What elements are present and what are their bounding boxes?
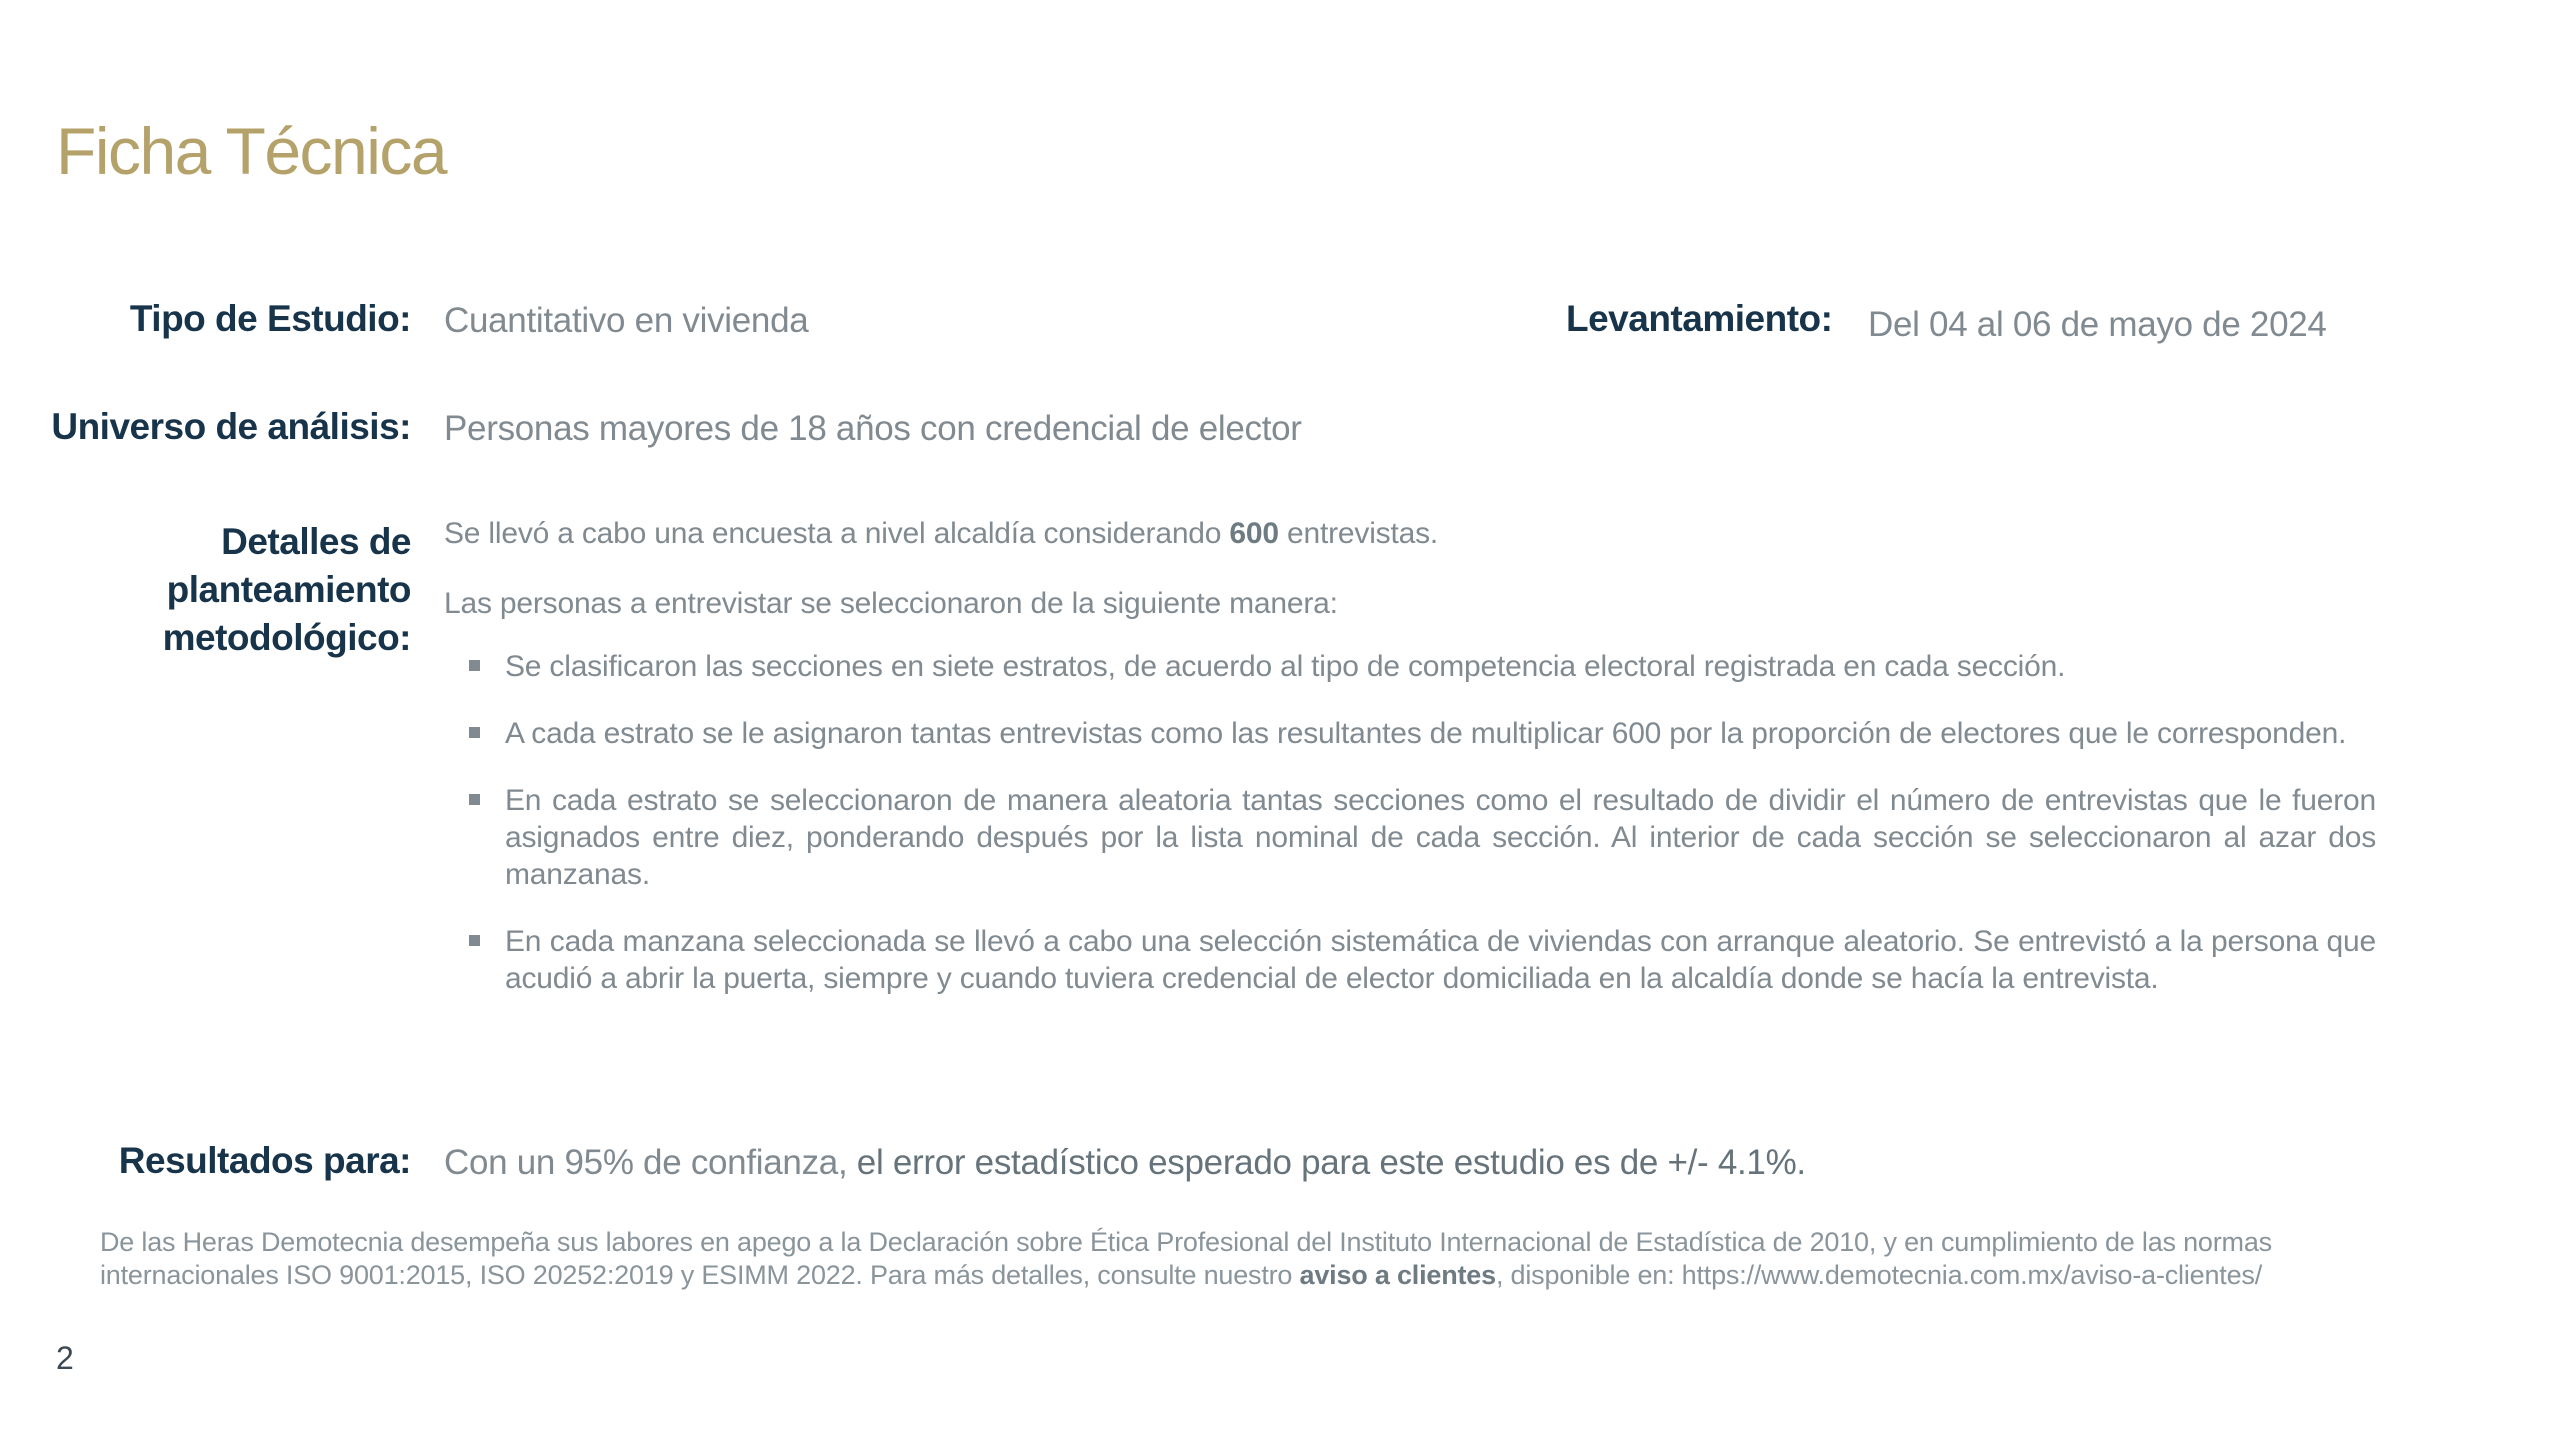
resultados-error-margin: el error estadístico esperado para este estudio es de +/- 4.1%. bbox=[856, 1143, 1806, 1182]
field-value-tipo-de-estudio: Cuantitativo en vivienda bbox=[444, 301, 809, 340]
methodology-bullet-list bbox=[444, 648, 2376, 997]
bullet-text: Se clasificaron las secciones en siete estratos, de acuerdo al tipo de competencia electoral registrada en cada sección. bbox=[505, 650, 2066, 683]
field-label-levantamiento: Levantamiento: bbox=[1566, 298, 1833, 339]
intro-sample-pre: Se llevó a cabo una encuesta a nivel alcaldía considerando bbox=[444, 517, 1230, 550]
page-title: Ficha Técnica bbox=[56, 114, 447, 188]
field-value-universo-de-analisis: Personas mayores de 18 años con credencial de elector bbox=[444, 409, 1302, 448]
bullet-square-icon bbox=[469, 660, 480, 671]
list-item bbox=[505, 782, 2376, 893]
detalles-label-line-2: planteamiento bbox=[166, 569, 411, 610]
bullet-text: En cada estrato se seleccionaron de manera aleatoria tantas secciones como el resultado de dividir el número de entrevistas que le fueron asignados entre diez, ponderando después por la lista nominal de cada sección. Al interior de cada sección se seleccionaron al azar dos manzanas. bbox=[505, 784, 2376, 891]
list-item bbox=[505, 923, 2376, 997]
methodology-body bbox=[444, 515, 2376, 1027]
footer-text-pre: De las Heras Demotecnia desempeña sus labores en apego a la Declaración sobre Ética Profesional del Instituto Internacional de Estadística de 2010, y en cumplimiento de las normas internacionales ISO 9001:2015, ISO 20252:2019 y ESIMM 2022. Para más detalles, consulte nuestro bbox=[100, 1227, 2272, 1290]
field-label-detalles-metodologicos bbox=[20, 518, 411, 662]
methodology-intro-selection: Las personas a entrevistar se seleccionaron de la siguiente manera: bbox=[444, 587, 1338, 620]
field-value-levantamiento: Del 04 al 06 de mayo de 2024 bbox=[1868, 305, 2327, 344]
bullet-square-icon bbox=[469, 935, 480, 946]
field-value-resultados-para bbox=[444, 1141, 1806, 1185]
bullet-square-icon bbox=[469, 727, 480, 738]
page-number: 2 bbox=[56, 1340, 74, 1376]
detalles-label-line-1: Detalles de bbox=[221, 521, 411, 562]
field-label-resultados-para: Resultados para: bbox=[118, 1140, 411, 1181]
field-label-universo-de-analisis: Universo de análisis: bbox=[51, 406, 411, 447]
detalles-label-line-3: metodológico: bbox=[162, 617, 411, 658]
list-item bbox=[505, 648, 2376, 685]
methodology-intro-sample bbox=[444, 515, 2376, 552]
resultados-confidence: Con un 95% de confianza, bbox=[444, 1143, 857, 1182]
footer-text-post: , disponible en: https://www.demotecnia.com.mx/aviso-a-clientes/ bbox=[1495, 1260, 2263, 1290]
list-item bbox=[505, 715, 2376, 752]
footer-aviso-clientes-bold: aviso a clientes bbox=[1299, 1260, 1496, 1290]
bullet-text: En cada manzana seleccionada se llevó a cabo una selección sistemática de viviendas con arranque aleatorio. Se entrevistó a la persona que acudió a abrir la puerta, siempre y cuando tuviera credencial de elector domiciliada en la alcaldía donde se hacía la entrevista. bbox=[505, 925, 2376, 995]
field-label-tipo-de-estudio: Tipo de Estudio: bbox=[129, 298, 411, 339]
bullet-text: A cada estrato se le asignaron tantas entrevistas como las resultantes de multiplicar 600 por la proporción de electores que le corresponden. bbox=[505, 717, 2347, 750]
intro-sample-post: entrevistas. bbox=[1278, 517, 1439, 550]
intro-sample-count: 600 bbox=[1229, 517, 1279, 550]
bullet-square-icon bbox=[469, 794, 480, 805]
footer-note bbox=[100, 1226, 2400, 1292]
